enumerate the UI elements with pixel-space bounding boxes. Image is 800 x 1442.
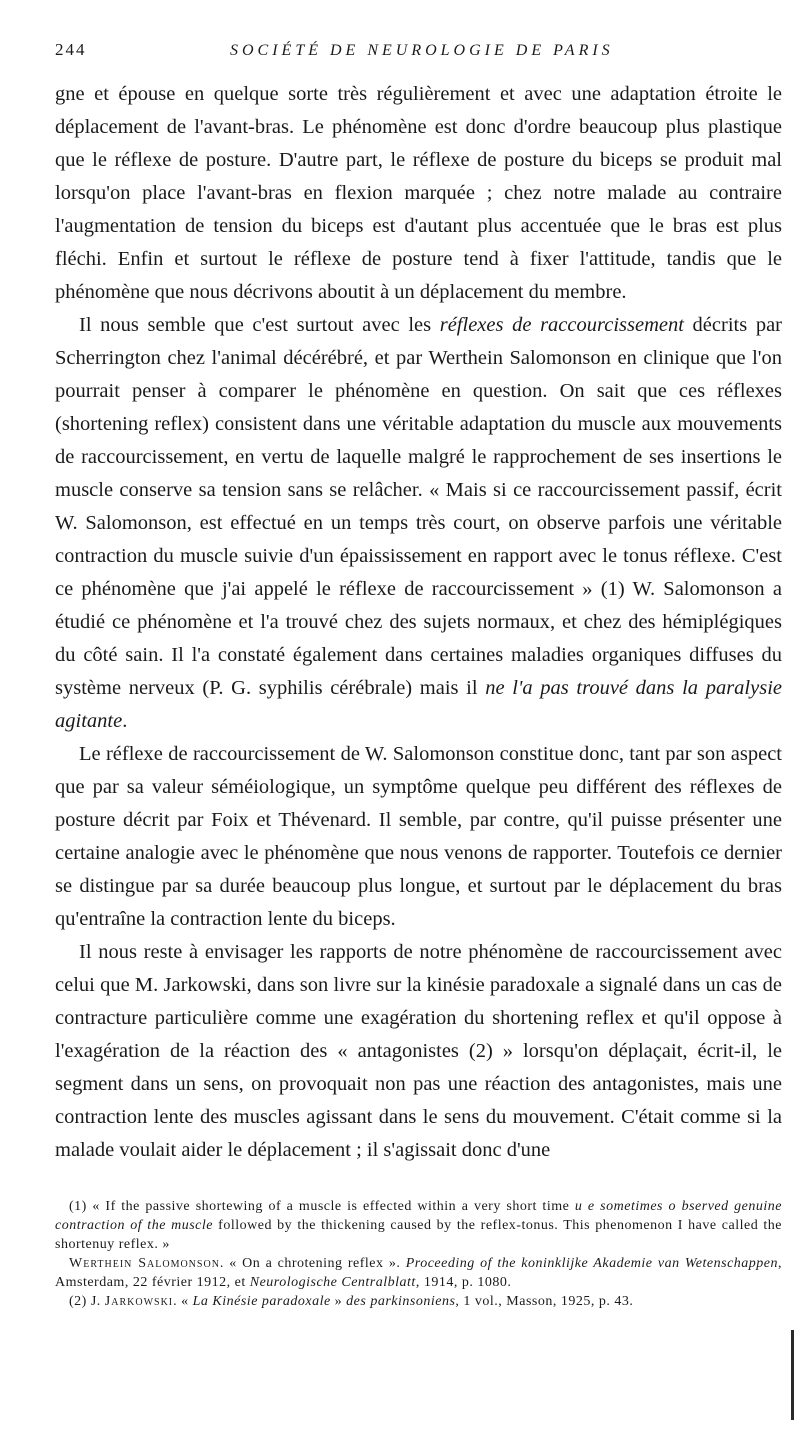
paragraph-3: Le réflexe de raccourcissement de W. Salomonson constitue donc, tant par son aspect que par sa valeur séméiologique, un symptôme quelque peu différent des réflexes de posture décrit par Foix et Thévenard. Il semble, par contre, qu'il puisse présenter une certaine analogie avec le phénomène que nous venons de rapporter. Toutefois ce dernier se distingue par sa durée beaucoup plus longue, et surtout par le déplacement du bras qu'entraîne la contraction lente du biceps. xyxy=(55,743,782,930)
page-number: 244 xyxy=(55,40,87,59)
paragraph-2-text-a: Il nous semble que c'est surtout avec les xyxy=(79,314,440,336)
paragraph-2-italic-a: réflexes de raccourcissement xyxy=(439,314,684,336)
footnote-1-italic-a: u e sometimes o bserved genuine contraction of the muscle xyxy=(55,1199,782,1233)
paragraph-2-text-c: . xyxy=(122,710,128,732)
footnote-2-italic-b: des parkinsoniens xyxy=(346,1294,456,1309)
footnote-2-italic-a: La Kinésie paradoxale xyxy=(192,1294,331,1309)
paragraph-2 xyxy=(55,309,782,738)
paragraph-2-text-b: décrits par Scherrington chez l'animal décérébré, et par Werthein Salomonson en clinique que l'on pourrait penser à comparer le phénomène en question. On sait que ces réflexes (shortening reflex) consistent dans une véritable adaptation du muscle aux mouvements de raccourcissement, en vertu de laquelle malgré le rapprochement de ses insertions le muscle conserve sa tension sans se relâcher. « Mais si ce raccourcissement passif, écrit W. Salomonson, est effectué en un temps très court, on observe parfois une véritable contraction du muscle suivie d'un épaississement en rapport avec le tonus réflexe. C'est ce phénomène que j'ai appelé le réflexe de raccourcissement » (1) W. Salomonson a étudié ce phénomène et l'a trouvé chez des sujets normaux, et chez des hémiplégiques du côté sain. Il l'a constaté également dans certaines maladies organiques diffuses du système nerveux (P. G. syphilis cérébrale) mais il xyxy=(55,314,782,699)
paragraph-4: Il nous reste à envisager les rapports de notre phénomène de raccourcissement avec celui que M. Jarkowski, dans son livre sur la kinésie paradoxale a signalé dans un cas de contracture particulière comme une exagération du shortening reflex et qu'il oppose à l'exagération de la réaction des « antagonistes (2) » lorsqu'on déplaçait, écrit-il, le segment dans un sens, on provoquait non pas une réaction des antagonistes, mais une contraction lente des muscles agissant dans le sens du mouvement. C'était comme si la malade voulait aider le déplacement ; il s'agissait donc d'une xyxy=(55,941,782,1161)
body-text xyxy=(55,78,782,1167)
footnote-1-italic-c: Neurologische Centralblatt xyxy=(249,1275,416,1290)
footnote-1-text-b: followed by the thickening caused by the reflex-tonus. This phenomenon I have called the shortenuy reflex. » xyxy=(55,1218,782,1252)
footnote-1-text-e: , 1914, p. 1080. xyxy=(415,1275,512,1290)
journal-title: SOCIÉTÉ DE NEUROLOGIE DE PARIS xyxy=(230,42,614,59)
footnote-1 xyxy=(55,1197,782,1254)
footnote-1-text-c: . « On a chrotening reflex ». xyxy=(219,1256,406,1271)
footnote-1-italic-b: Proceeding of the koninklijke Akademie van Wetenschappen xyxy=(405,1256,778,1271)
footnote-2-text-d: , 1 vol., Masson, 1925, p. 43. xyxy=(455,1294,634,1309)
running-head xyxy=(55,40,782,70)
page-edge-mark xyxy=(791,1330,794,1420)
footnote-2 xyxy=(55,1292,782,1311)
document-page xyxy=(55,40,782,1311)
footnote-2-text-b: . « xyxy=(173,1294,193,1309)
footnote-1-citation xyxy=(55,1254,782,1292)
footnote-2-text-a: (2) J. xyxy=(69,1294,105,1309)
footnotes xyxy=(55,1197,782,1311)
footnote-1-text-d: , Amsterdam, 22 février 1912, et xyxy=(55,1256,782,1290)
footnote-1-text-a: (1) « If the passive shortewing of a muscle is effected within a very short time xyxy=(69,1199,575,1214)
paragraph-2-italic-b: ne l'a pas trouvé dans la paralysie agitante xyxy=(55,677,782,732)
footnote-2-text-c: » xyxy=(330,1294,347,1309)
footnote-1-author: Werthein Salomonson xyxy=(69,1256,220,1271)
footnote-2-author: Jarkowski xyxy=(104,1294,174,1309)
paragraph-1: gne et épouse en quelque sorte très régulièrement et avec une adaptation étroite le déplacement de l'avant-bras. Le phénomène est donc d'ordre beaucoup plus plastique que le réflexe de posture. D'autre part, le réflexe de posture du biceps se produit mal lorsqu'on place l'avant-bras en flexion marquée ; chez notre malade au contraire l'augmentation de tension du biceps est d'autant plus accentuée que le bras est plus fléchi. Enfin et surtout le réflexe de posture tend à fixer l'attitude, tandis que le phénomène que nous décrivons aboutit à un déplacement du membre. xyxy=(55,83,782,303)
